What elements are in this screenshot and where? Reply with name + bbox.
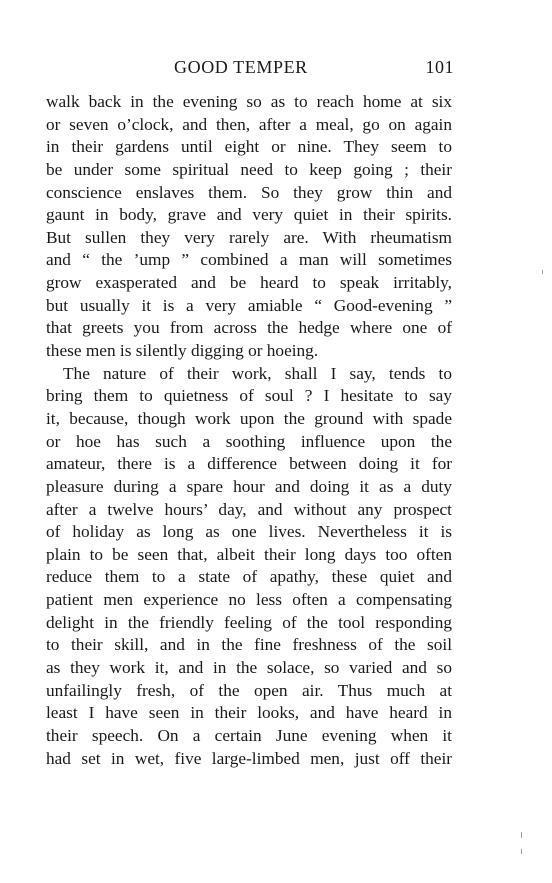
paragraph bbox=[46, 91, 452, 363]
text-line: it, because, though work upon the ground with spade bbox=[46, 408, 452, 428]
scan-speck bbox=[521, 849, 522, 854]
page-number: 101 bbox=[425, 57, 454, 77]
scan-speck bbox=[521, 832, 522, 838]
text-line: but usually it is a very amiable “ Good-evening ” bbox=[46, 295, 452, 315]
text-line: pleasure during a spare hour and doing it as a duty bbox=[46, 476, 452, 496]
text-line: The nature of their work, shall I say, tends to bbox=[63, 363, 452, 383]
text-line: be under some spiritual need to keep going ; their bbox=[46, 159, 452, 179]
text-line: or seven o’clock, and then, after a meal, go on again bbox=[46, 114, 452, 134]
text-line: amateur, there is a difference between doing it for bbox=[46, 454, 452, 474]
scan-speck bbox=[542, 270, 543, 274]
text-line: or hoe has such a soothing influence upon the bbox=[46, 431, 452, 451]
text-line: But sullen they very rarely are. With rheumatism bbox=[46, 227, 452, 247]
text-line: delight in the friendly feeling of the tool responding bbox=[46, 612, 452, 632]
text-line: their speech. On a certain June evening when it bbox=[46, 725, 452, 745]
text-line: walk back in the evening so as to reach home at six bbox=[46, 92, 452, 111]
text-line: of holiday as long as one lives. Nevertheless it is bbox=[46, 522, 452, 542]
text-line: conscience enslaves them. So they grow thin and bbox=[46, 182, 452, 202]
text-line: to their skill, and in the fine freshness of the soil bbox=[46, 635, 452, 655]
text-line: plain to be seen that, albeit their long days too often bbox=[46, 544, 452, 564]
text-line: and “ the ’ump ” combined a man will sometimes bbox=[46, 250, 452, 270]
text-line: grow exasperated and be heard to speak irritably, bbox=[46, 273, 452, 293]
running-title: GOOD TEMPER bbox=[174, 57, 308, 77]
paragraph bbox=[46, 363, 452, 771]
running-head bbox=[46, 57, 454, 81]
text-line: these men is silently digging or hoeing. bbox=[46, 341, 319, 361]
text-line: least I have seen in their looks, and have heard in bbox=[46, 703, 452, 723]
text-line: as they work it, and in the solace, so varied and so bbox=[46, 658, 452, 678]
text-line: unfailingly fresh, of the open air. Thus much at bbox=[46, 680, 452, 700]
text-line: reduce them to a state of apathy, these quiet and bbox=[46, 567, 452, 587]
text-line: that greets you from across the hedge where one of bbox=[46, 318, 452, 338]
text-line: had set in wet, five large-limbed men, just off their bbox=[46, 748, 452, 768]
text-line: bring them to quietness of soul ? I hesitate to say bbox=[46, 386, 452, 406]
text-line: after a twelve hours’ day, and without any prospect bbox=[46, 499, 452, 519]
body-text bbox=[46, 91, 452, 770]
text-line: gaunt in body, grave and very quiet in their spirits. bbox=[46, 205, 452, 225]
text-line: patient men experience no less often a compensating bbox=[46, 590, 452, 610]
text-line: in their gardens until eight or nine. They seem to bbox=[46, 137, 452, 157]
